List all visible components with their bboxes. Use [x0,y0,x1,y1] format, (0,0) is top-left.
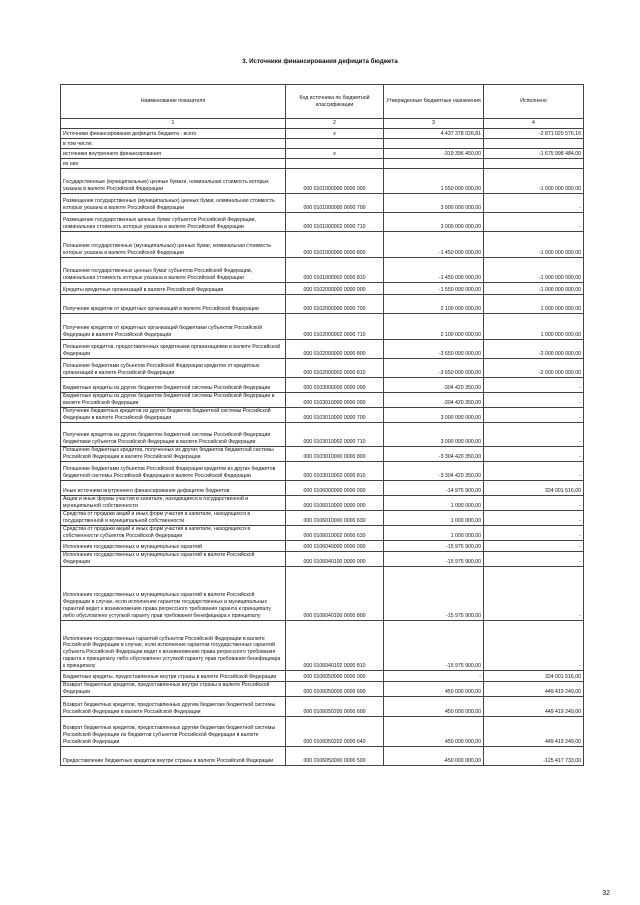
row-approved: -15 975 900,00 [384,620,484,670]
row-executed: - [484,541,584,552]
row-name: Погашение бюджетных кредитов, полученных из других бюджетов бюджетной системы Российской Федерации в валюте Российской Федерации [61,447,286,462]
row-name: Погашение бюджетами субъектов Российской Федерации кредитов от кредитных организаций в валюте Российской Федерации [61,359,286,378]
row-name: Кредиты кредитных организаций в валюте Российской Федерации [61,283,286,295]
row-code: 000 0106050000 0000 600 [286,681,384,696]
column-number: 1 [61,119,286,129]
row-executed: -2 871 020 576,16 [484,129,584,139]
row-approved: 3 000 000 000,00 [384,408,484,423]
table-row [61,552,584,567]
row-approved: -450 000 000,00 [384,746,484,765]
row-code: 000 0106040100 0000 000 [286,552,384,567]
page-number: 32 [602,890,610,897]
header-executed: Исполнено [484,85,584,119]
row-executed: - [484,378,584,393]
row-approved: 3 000 000 000,00 [384,213,484,232]
row-name: Погашение бюджетами субъектов Российской Федерации кредитов из других бюджетов бюджетной системы Российской Федерации в валюте Российской Федерации [61,462,286,481]
row-approved: 4 437 378 026,81 [384,129,484,139]
table-row [61,716,584,746]
table-row [61,295,584,314]
section-title: 3. Источники финансирования дефицита бюджета [242,58,398,65]
row-approved: -3 304 420 350,00 [384,447,484,462]
row-approved: -304 420 350,00 [384,393,484,408]
row-code: 000 0103010002 0000 810 [286,462,384,481]
row-approved: 2 100 000 000,00 [384,314,484,340]
row-executed: 324 001 516,00 [484,481,584,496]
row-approved: 3 000 000 000,00 [384,423,484,447]
row-approved: 1 550 000 000,00 [384,169,484,194]
row-executed [484,159,584,169]
row-name: Государственные (муниципальные) ценные бумаги, номинальная стоимость которых указана в валюте Российской Федерации [61,169,286,194]
row-executed: - [484,213,584,232]
table-row [61,481,584,496]
row-name: Погашение государственных (муниципальных) ценных бумаг, номинальная стоимость которых указана в валюте Российской Федерации [61,232,286,258]
column-number-row [61,119,584,129]
row-approved: -15 975 900,00 [384,552,484,567]
row-executed: - [484,496,584,511]
table-row [61,232,584,258]
row-executed: 1 000 000 000,00 [484,295,584,314]
row-code: 000 0101000000 0000 000 [286,169,384,194]
row-executed: -125 417 733,00 [484,746,584,765]
row-code: 000 0106050200 0000 600 [286,696,384,716]
row-executed: - [484,511,584,526]
row-name: Средства от продажи акций и иных форм участия в капитале, находящихся в собственности субъектов Российской Федерации [61,526,286,541]
row-name: Погашение кредитов, предоставленных кредитными организациями в валюте Российской Федерации [61,340,286,359]
row-executed: - [484,393,584,408]
row-name: Получение кредитов от кредитных организаций в валюте Российской Федерации [61,295,286,314]
row-approved: -1 450 000 000,00 [384,258,484,283]
row-code: 000 0102000002 0000 810 [286,359,384,378]
row-code: x [286,129,384,139]
row-code: 000 0102000000 0000 700 [286,295,384,314]
row-approved: 450 000 000,00 [384,716,484,746]
row-code: 000 0106050202 0000 640 [286,716,384,746]
table-row [61,566,584,620]
row-approved: -1 450 000 000,00 [384,232,484,258]
row-code: 000 0106050000 0000 500 [286,746,384,765]
table-row [61,258,584,283]
row-code [286,159,384,169]
row-name: Исполнение государственных и муниципальных гарантий [61,541,286,552]
row-executed: - [484,423,584,447]
row-executed: -2 000 000 000,00 [484,340,584,359]
row-approved: -3 650 000 000,00 [384,340,484,359]
row-code: 000 0101000002 0000 810 [286,258,384,283]
header-approved: Утвержденные бюджетные назначения [384,85,484,119]
row-approved: 2 100 000 000,00 [384,295,484,314]
table-row [61,541,584,552]
table-row [61,696,584,716]
column-number: 2 [286,119,384,129]
row-executed [484,139,584,149]
row-code: 000 0101000000 0000 700 [286,194,384,213]
row-code: 000 0103000000 0000 000 [286,378,384,393]
row-approved [384,139,484,149]
row-executed: - [484,447,584,462]
row-approved: -14 975 900,00 [384,481,484,496]
row-code: 000 0102000000 0000 000 [286,283,384,295]
row-approved: 1 000 000,00 [384,526,484,541]
table-row [61,511,584,526]
row-approved: -3 650 000 000,00 [384,359,484,378]
row-code: 000 0102000000 0000 800 [286,340,384,359]
table-row [61,620,584,670]
row-approved: -3 304 420 350,00 [384,462,484,481]
row-approved: -15 975 900,00 [384,566,484,620]
header-row [61,85,584,119]
row-name: Предоставление бюджетных кредитов внутри страны в валюте Российской Федерации [61,746,286,765]
row-name: Возврат бюджетных кредитов, предоставленных внутри страны в валюте Российской Федерации [61,681,286,696]
row-executed: -1 000 000 000,00 [484,283,584,295]
table-row [61,314,584,340]
row-code: 000 0103010000 0000 700 [286,408,384,423]
column-number: 3 [384,119,484,129]
table-row [61,149,584,159]
row-code: 000 0106000000 0000 000 [286,481,384,496]
row-approved: 3 000 000 000,00 [384,194,484,213]
table-row [61,283,584,295]
row-code: 000 0101000002 0000 710 [286,213,384,232]
row-name: Бюджетные кредиты, предоставленные внутри страны в валюте Российской Федерации [61,670,286,681]
row-executed: 324 001 516,00 [484,670,584,681]
row-approved: 1 000 000,00 [384,496,484,511]
table-row [61,340,584,359]
row-name: Получение бюджетных кредитов из других бюджетов бюджетной системы Российской Федерации в валюте Российской Федерации [61,408,286,423]
row-name: Погашение государственных ценных бумаг субъектов Российской Федерации, номинальная стоимость которых указана в валюте Российской Федерации [61,258,286,283]
row-code: 000 0103010002 0000 710 [286,423,384,447]
row-code: 000 0106040000 0000 000 [286,541,384,552]
row-executed: - [484,620,584,670]
row-executed: - [484,526,584,541]
table-row [61,159,584,169]
row-executed: - [484,408,584,423]
row-code: 000 0106010000 0000 000 [286,496,384,511]
row-executed: 1 000 000 000,00 [484,314,584,340]
row-code: x [286,149,384,159]
row-code: 000 0106010000 0000 630 [286,511,384,526]
row-name: из них: [61,159,286,169]
table-row [61,462,584,481]
table-row [61,129,584,139]
row-code: 000 0106050000 0000 000 [286,670,384,681]
row-code: 000 0103010000 0000 800 [286,447,384,462]
row-code: 000 0101000000 0000 800 [286,232,384,258]
row-name: Возврат бюджетных кредитов, предоставленных другим бюджетам бюджетной системы Российской Федерации из бюджетов субъектов Российской Федерации в валюте Российской Федерации [61,716,286,746]
table-row [61,194,584,213]
table-row [61,213,584,232]
column-number: 4 [484,119,584,129]
row-approved: -319 396 450,00 [384,149,484,159]
table-row [61,423,584,447]
row-name: Бюджетные кредиты из других бюджетов бюджетной системы Российской Федерации в валюте Российской Федерации [61,393,286,408]
row-name: в том числе: [61,139,286,149]
row-name: Акции и иные формы участия в капитале, находящиеся в государственной и муниципальной собственности [61,496,286,511]
row-executed: - [484,194,584,213]
table-row [61,496,584,511]
row-executed: -1 000 000 000,00 [484,232,584,258]
table-row [61,169,584,194]
row-approved: -15 975 900,00 [384,541,484,552]
row-executed: - [484,462,584,481]
row-executed: -1 675 998 484,00 [484,149,584,159]
row-name: источники внутреннего финансирования [61,149,286,159]
table-row [61,139,584,149]
header-name: Наименование показателя [61,85,286,119]
table-row [61,408,584,423]
row-approved: 450 000 000,00 [384,681,484,696]
row-name: Получение кредитов из других бюджетов бюджетной системы Российской Федерации бюджетами субъектов Российской Федерации в валюте Российской Федерации [61,423,286,447]
row-approved: -304 420 350,00 [384,378,484,393]
table-body [61,129,584,766]
row-name: Бюджетные кредиты из других бюджетов бюджетной системы Российской Федерации [61,378,286,393]
row-executed: -1 000 000 000,00 [484,169,584,194]
row-name: Средства от продажи акций и иных форм участия в капитале, находящихся в государственной и муниципальной собственности [61,511,286,526]
table-row [61,359,584,378]
row-name: Размещение государственных ценных бумаг субъектов Российской Федерации, номинальная стоимость которых указана в валюте Российской Федерации [61,213,286,232]
row-executed: 449 419 249,00 [484,681,584,696]
row-name: Исполнение государственных гарантий субъектов Российской Федерации в валюте Российской Федерации в случае, если исполнение гарантом государственных гарантий субъекта Российской Федерации ведет к возникновению права регрессного требования гаранта к принципалу либо обусловлено уступкой гаранту прав требования бенефициара к принципалу [61,620,286,670]
row-approved: 1 000 000,00 [384,511,484,526]
row-approved: - [384,670,484,681]
row-approved: -1 550 000 000,00 [384,283,484,295]
row-name: Исполнение государственных и муниципальных гарантий в валюте Российской Федерации [61,552,286,567]
financing-table [60,84,584,766]
row-name: Получение кредитов от кредитных организаций бюджетами субъектов Российской Федерации в валюте Российской Федерации [61,314,286,340]
row-code: 000 0106040102 0000 810 [286,620,384,670]
row-approved: 450 000 000,00 [384,696,484,716]
table-row [61,670,584,681]
row-code: 000 0106010002 0000 630 [286,526,384,541]
header-code: Код источника по бюджетной классификации [286,85,384,119]
table-row [61,746,584,765]
row-name: Иные источники внутреннего финансирования дефицитов бюджетов [61,481,286,496]
table-row [61,447,584,462]
row-executed: -2 000 000 000,00 [484,359,584,378]
row-name: Источники финансирования дефицита бюджета - всего [61,129,286,139]
row-executed: - [484,552,584,567]
row-executed: 449 419 249,00 [484,716,584,746]
row-code [286,139,384,149]
row-approved [384,159,484,169]
row-name: Возврат бюджетных кредитов, предоставленных другим бюджетам бюджетной системы Российской Федерации в валюте Российской Федерации [61,696,286,716]
row-executed: - [484,566,584,620]
row-code: 000 0103010000 0000 000 [286,393,384,408]
table-row [61,393,584,408]
table-row [61,526,584,541]
row-executed: -1 000 000 000,00 [484,258,584,283]
row-code: 000 0106040100 0000 800 [286,566,384,620]
row-code: 000 0102000002 0000 710 [286,314,384,340]
table-row [61,378,584,393]
row-executed: 449 419 249,00 [484,696,584,716]
table-row [61,681,584,696]
row-name: Исполнение государственных и муниципальных гарантий в валюте Российской Федерации в случае, если исполнение гарантом государственных и муниципальных гарантий ведет к возникновению права регрессного требования гаранта к принципалу либо обусловлено уступкой гаранту прав требования бенефициара к принципалу [61,566,286,620]
row-name: Размещение государственных (муниципальных) ценных бумаг, номинальная стоимость которых указана в валюте Российской Федерации [61,194,286,213]
